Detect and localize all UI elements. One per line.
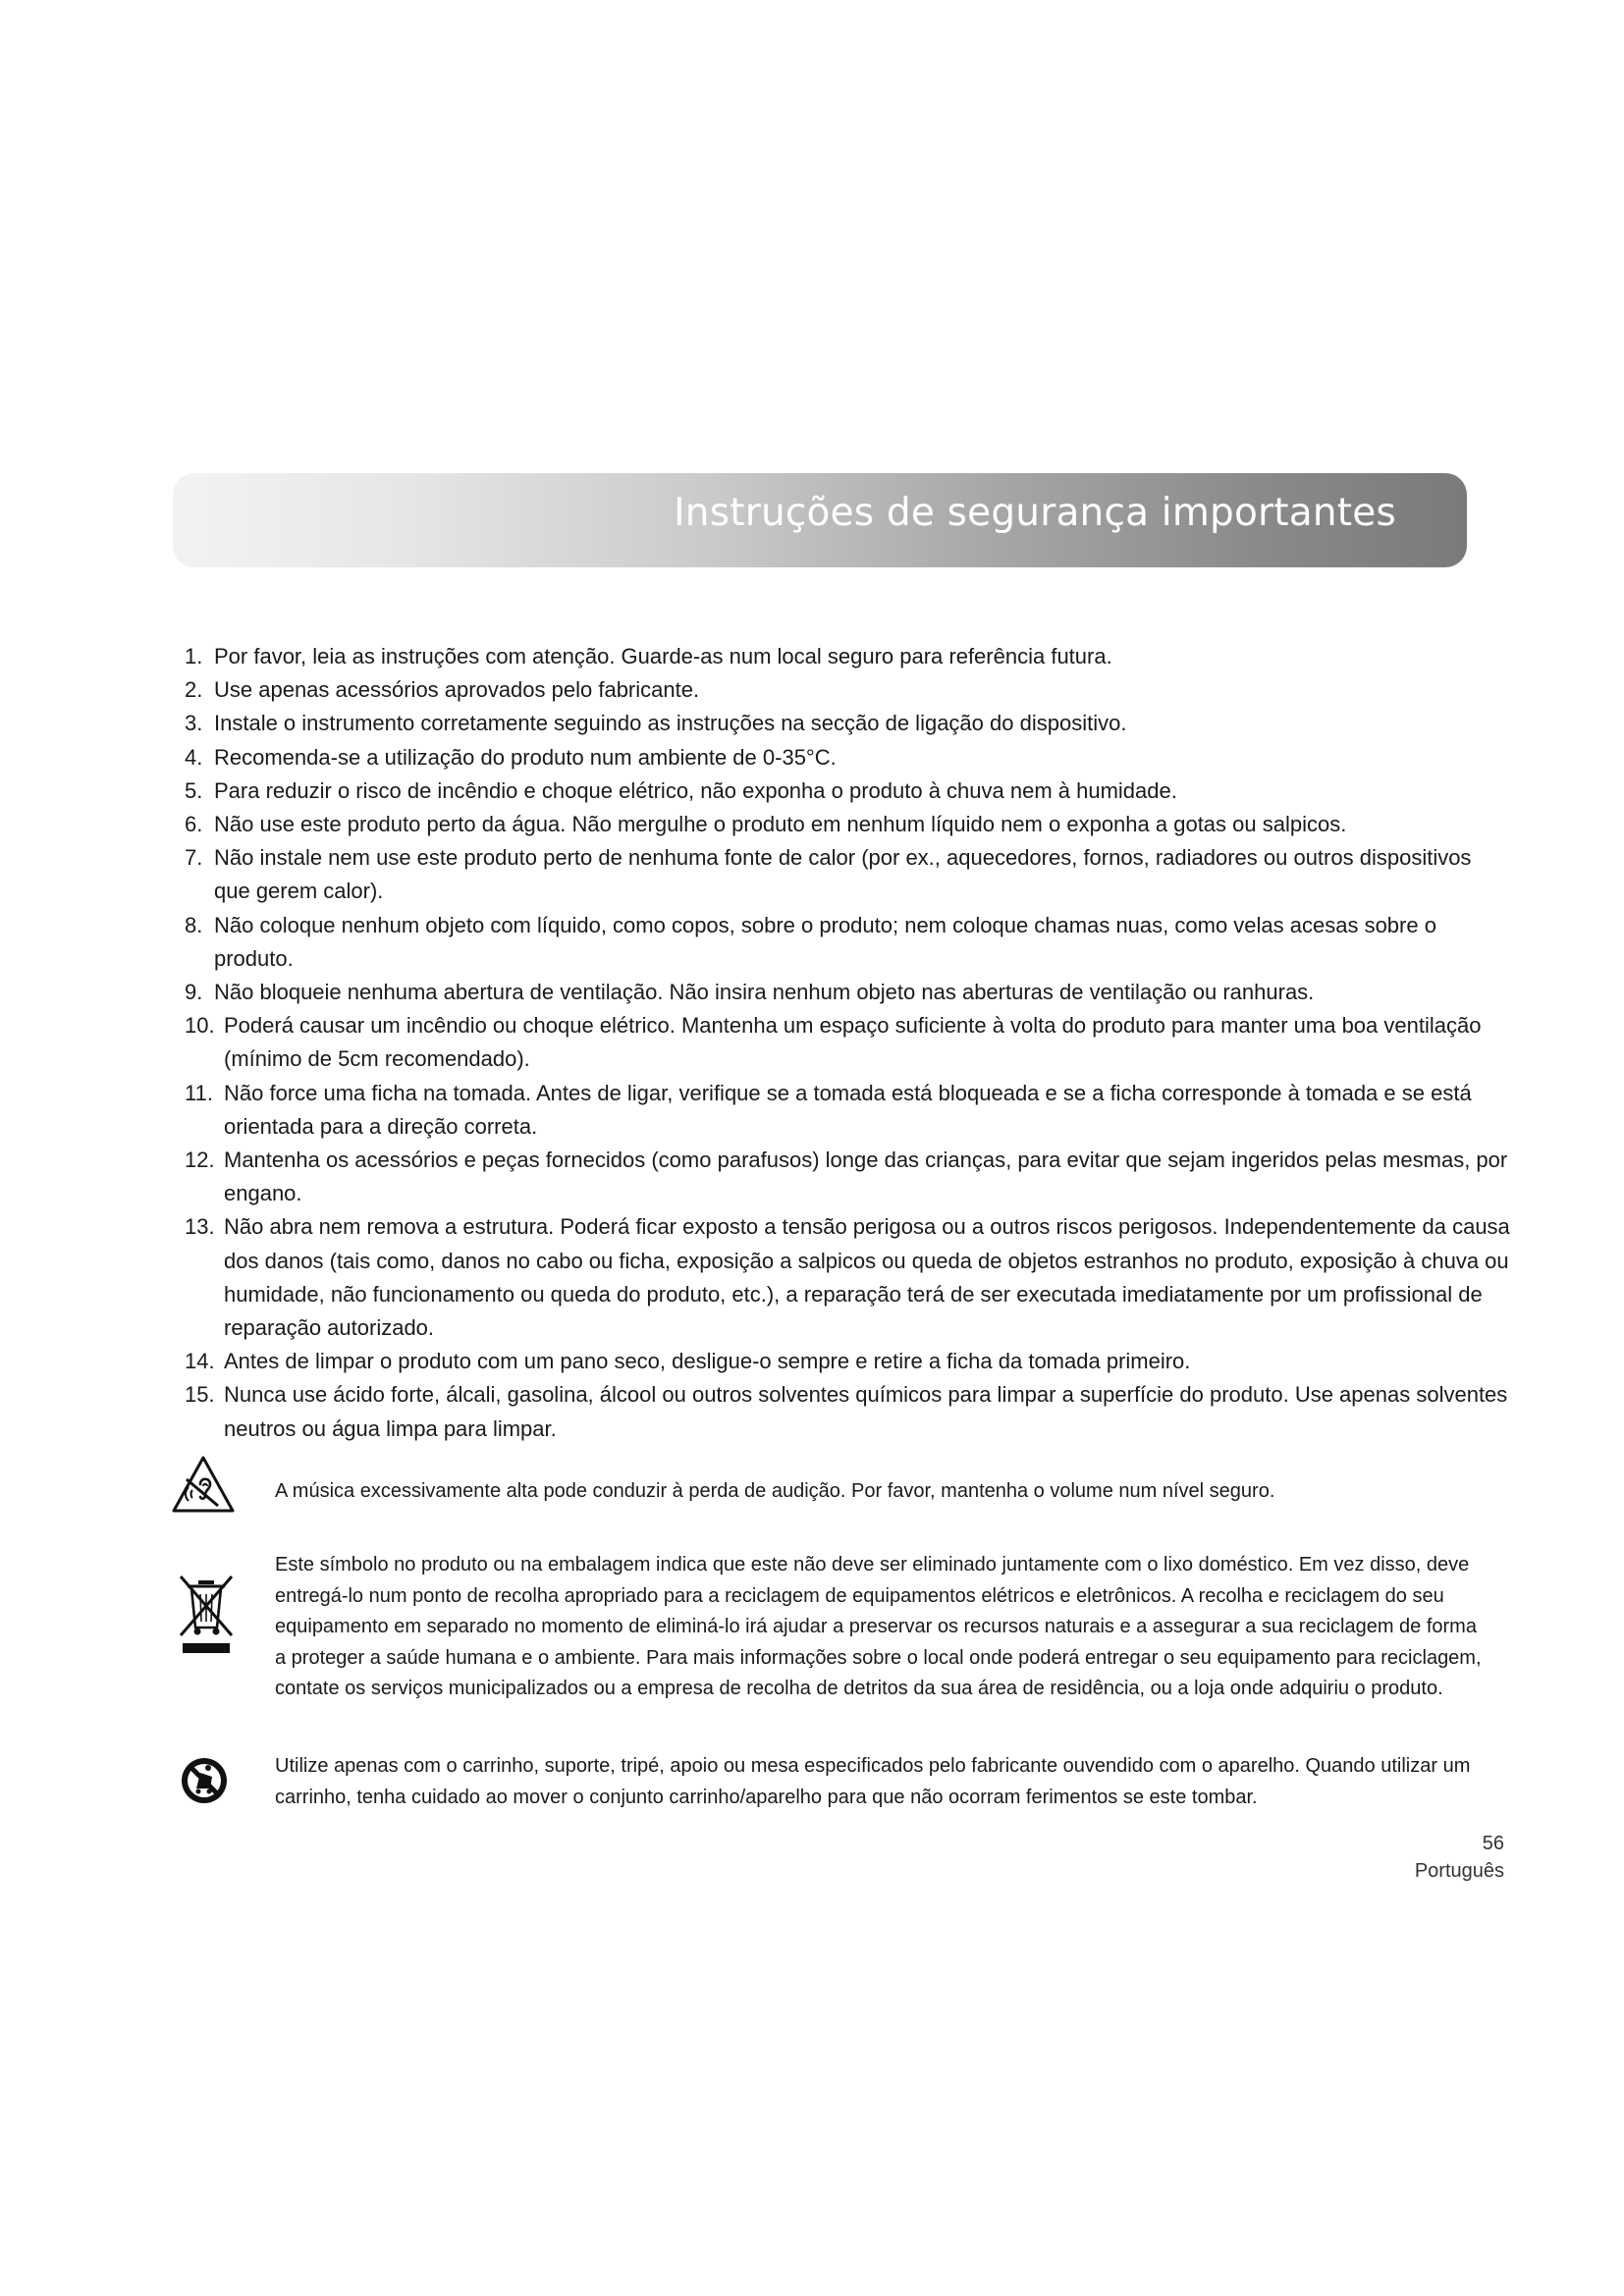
item-number: 9. <box>185 980 203 1005</box>
item-number: 15. <box>185 1382 215 1408</box>
item-number: 14. <box>185 1349 215 1374</box>
list-item <box>185 1144 1510 1210</box>
item-number: 11. <box>185 1080 213 1105</box>
list-item <box>185 1378 1510 1445</box>
list-item <box>185 741 1510 774</box>
item-number: 3. <box>185 711 203 736</box>
cart-tip-over-icon <box>179 1755 230 1806</box>
list-item <box>185 774 1510 808</box>
item-number: 8. <box>185 912 203 937</box>
item-number: 4. <box>185 744 203 770</box>
item-number: 2. <box>185 677 203 703</box>
item-number: 12. <box>185 1148 215 1173</box>
item-text: Antes de limpar o produto com um pano seco, desligue-o sempre e retire a ficha da tomada primeiro. <box>224 1349 1191 1374</box>
list-item <box>185 1009 1510 1076</box>
item-text: Instale o instrumento corretamente seguindo as instruções na secção de ligação do dispositivo. <box>214 711 1127 736</box>
list-item <box>185 841 1510 908</box>
page-footer <box>1415 1830 1504 1885</box>
item-text: Por favor, leia as instruções com atenção. Guarde-as num local seguro para referência futura. <box>214 644 1112 668</box>
page-title: Instruções de segurança importantes <box>674 491 1396 535</box>
list-item <box>185 1345 1510 1378</box>
item-number: 6. <box>185 812 203 837</box>
item-number: 10. <box>185 1013 215 1039</box>
item-number: 5. <box>185 777 203 803</box>
item-text: Não coloque nenhum objeto com líquido, como copos, sobre o produto; nem coloque chamas nuas, como velas acesas sobre o produto. <box>214 912 1436 971</box>
item-text: Mantenha os acessórios e peças fornecidos (como parafusos) longe das crianças, para evitar que sejam ingeridos pelas mesmas, por engano. <box>224 1148 1508 1206</box>
item-number: 7. <box>185 845 203 871</box>
list-item <box>185 707 1510 740</box>
item-text: Poderá causar um incêndio ou choque elétrico. Mantenha um espaço suficiente à volta do produto para manter uma boa ventilação (mínimo de 5cm recomendado). <box>224 1013 1482 1072</box>
item-text: Não use este produto perto da água. Não mergulhe o produto em nenhum líquido nem o exponha a gotas ou salpicos. <box>214 812 1347 837</box>
list-item <box>185 808 1510 841</box>
hearing-warning-text: A música excessivamente alta pode conduzir à perda de audição. Por favor, mantenha o volume num nível seguro. <box>275 1480 1275 1502</box>
instruction-list <box>185 640 1510 1446</box>
list-item <box>185 640 1510 673</box>
list-item <box>185 909 1510 976</box>
item-number: 13. <box>185 1214 215 1240</box>
list-item <box>185 1210 1510 1345</box>
list-item <box>185 1077 1510 1144</box>
item-number: 1. <box>185 644 203 668</box>
item-text: Não abra nem remova a estrutura. Poderá ficar exposto a tensão perigosa ou a outros riscos perigosos. Independentemente da causa dos danos (tais como, danos no cabo ou ficha, exposição a salpicos ou queda de objetos estranhos no produto, exposição à chuva ou humidade, não funcionamento ou queda do produto, etc.), a reparação terá de ser executada imediatamente por um profissional de reparação autorizado. <box>224 1214 1510 1341</box>
cart-warning-text: Utilize apenas com o carrinho, suporte, tripé, apoio ou mesa especificados pelo fabricante ouvendido com o aparelho. Quando utilizar um carrinho, tenha cuidado ao mover o conjunto carrinho/aparelho para que não ocorram ferimentos se este tombar. <box>275 1755 1471 1808</box>
hearing-warning-icon <box>171 1455 236 1514</box>
weee-disposal-text: Este símbolo no produto ou na embalagem indica que este não deve ser eliminado juntamente com o lixo doméstico. Em vez disso, deve entregá-lo num ponto de recolha apropriado para a reciclagem de equipamentos elétricos e eletrônicos. A recolha e reciclagem do seu equipamento em separado no momento de eliminá-lo irá ajudar a preservar os recursos naturais e a assegurar a sua reciclagem de forma a proteger a saúde humana e o ambiente. Para mais informações sobre o local onde poderá entregar o seu equipamento para reciclagem, contate os serviços municipalizados ou a empresa de recolha de detritos da sua área de residência, ou a loja onde adquiriu o produto. <box>275 1554 1482 1700</box>
crossed-bin-icon <box>177 1573 236 1655</box>
item-text: Nunca use ácido forte, álcali, gasolina, álcool ou outros solventes químicos para limpar a superfície do produto. Use apenas solventes neutros ou água limpa para limpar. <box>224 1382 1508 1441</box>
page-number: 56 <box>1482 1833 1504 1854</box>
item-text: Não instale nem use este produto perto de nenhuma fonte de calor (por ex., aquecedores, fornos, radiadores ou outros dispositivos que gerem calor). <box>214 845 1472 904</box>
item-text: Para reduzir o risco de incêndio e choque elétrico, não exponha o produto à chuva nem à humidade. <box>214 777 1177 803</box>
item-text: Recomenda-se a utilização do produto num ambiente de 0-35°C. <box>214 744 837 770</box>
item-text: Use apenas acessórios aprovados pelo fabricante. <box>214 677 700 703</box>
list-item <box>185 976 1510 1009</box>
item-text: Não force uma ficha na tomada. Antes de ligar, verifique se a tomada está bloqueada e se a ficha corresponde à tomada e se está orientada para a direção correta. <box>224 1080 1472 1139</box>
section-header-banner <box>173 473 1467 567</box>
language-label: Português <box>1414 1860 1504 1882</box>
item-text: Não bloqueie nenhuma abertura de ventilação. Não insira nenhum objeto nas aberturas de ventilação ou ranhuras. <box>214 980 1315 1005</box>
list-item <box>185 673 1510 707</box>
